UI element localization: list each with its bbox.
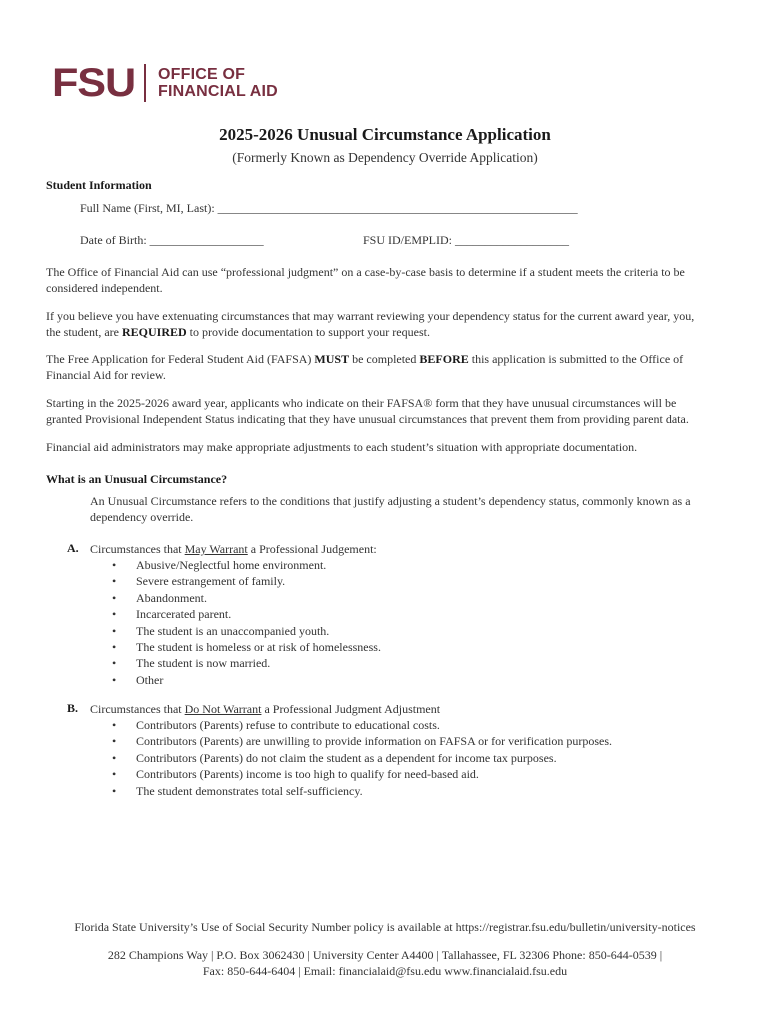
list-item-text: Severe estrangement of family. xyxy=(136,574,286,589)
bullet-icon: • xyxy=(112,574,117,589)
logo-line-1: OFFICE OF xyxy=(158,66,246,83)
bullet-icon: • xyxy=(112,750,117,765)
list-item-text: The student is homeless or at risk of homelessness. xyxy=(136,640,381,655)
list-item xyxy=(110,623,381,639)
list-item xyxy=(110,783,612,799)
student-info-heading: Student Information xyxy=(46,178,152,192)
section-a-heading xyxy=(90,541,377,557)
page-subtitle: (Formerly Known as Dependency Override Application) xyxy=(232,150,538,165)
list-item xyxy=(110,590,381,606)
footer-address-line-2: Fax: 850-644-6404 | Email: financialaid@fsu.edu www.financialaid.fsu.edu xyxy=(202,964,568,978)
list-item xyxy=(110,733,612,749)
list-item xyxy=(110,639,381,655)
bullet-icon: • xyxy=(112,656,117,671)
logo-divider xyxy=(144,64,146,102)
p3-text-b: be completed xyxy=(349,352,420,366)
list-item-text: Other xyxy=(136,672,164,687)
list-item xyxy=(110,766,612,782)
paragraph-required-documentation xyxy=(46,308,706,340)
footer-ssn-policy: Florida State University’s Use of Social Security Number policy is available at https://registrar.fsu.edu/bulletin/university-notices xyxy=(74,920,696,934)
p3-must: MUST xyxy=(314,352,350,366)
bullet-icon: • xyxy=(112,590,117,605)
page-title: 2025-2026 Unusual Circumstance Application xyxy=(219,125,551,144)
section-b-letter: B. xyxy=(67,701,79,715)
fsu-logo-mark: FSU xyxy=(52,61,136,105)
list-item xyxy=(110,750,612,766)
p3-text-c: this application is submitted to the Office of Financial Aid for review. xyxy=(46,352,684,382)
section-a-letter: A. xyxy=(67,541,79,555)
list-item xyxy=(110,672,381,688)
section-a-underlined: May Warrant xyxy=(184,542,248,556)
paragraph-adjustments: Financial aid administrators may make appropriate adjustments to each student’s situation with appropriate documentation. xyxy=(46,440,638,454)
unusual-circumstance-intro: An Unusual Circumstance refers to the conditions that justify adjusting a student’s dependency status, commonly known as a dependency override. xyxy=(90,494,691,524)
list-item-text: The student is now married. xyxy=(136,656,271,671)
bullet-icon: • xyxy=(112,734,117,749)
bullet-icon: • xyxy=(112,558,117,572)
section-a-list xyxy=(110,557,381,688)
list-item xyxy=(110,557,381,573)
list-item-text: Incarcerated parent. xyxy=(136,607,232,622)
list-item xyxy=(110,655,381,671)
bullet-icon: • xyxy=(112,623,117,638)
list-item-text: The student demonstrates total self-sufficiency. xyxy=(136,783,363,798)
p2-required: REQUIRED xyxy=(121,325,187,339)
list-item xyxy=(110,573,381,589)
p3-before: BEFORE xyxy=(419,352,469,366)
section-b-heading xyxy=(90,701,440,717)
paragraph-professional-judgment: The Office of Financial Aid can use “professional judgment” on a case-by-case basis to determine if a student meets the criteria to be considered independent. xyxy=(46,265,685,295)
section-b-suffix: a Professional Judgment Adjustment xyxy=(261,702,441,716)
list-item-text: Contributors (Parents) income is too high to qualify for need-based aid. xyxy=(136,767,479,782)
bullet-icon: • xyxy=(112,767,117,782)
section-a-suffix: a Professional Judgement: xyxy=(247,542,377,556)
bullet-icon: • xyxy=(112,672,117,687)
p2-text-a: If you believe you have extenuating circumstances that may warrant reviewing your dependency status for the current award year, you, the student, are xyxy=(46,309,695,339)
bullet-icon: • xyxy=(112,640,117,655)
section-a-prefix: Circumstances that xyxy=(90,542,185,556)
footer-address-line-1: 282 Champions Way | P.O. Box 3062430 | University Center A4400 | Tallahassee, FL 32306 Phone: 850-644-0539 | xyxy=(107,948,663,962)
paragraph-fafsa-requirement xyxy=(46,351,706,383)
section-b-list xyxy=(110,717,612,799)
logo-office-text xyxy=(158,66,278,100)
p2-text-b: to provide documentation to support your request. xyxy=(186,325,430,339)
fsu-financial-aid-logo xyxy=(52,61,278,105)
dob-field[interactable]: Date of Birth: ___________________ xyxy=(80,233,264,247)
list-item-text: Contributors (Parents) do not claim the student as a dependent for income tax purposes. xyxy=(136,750,557,765)
list-item-text: Contributors (Parents) are unwilling to provide information on FAFSA or for verification purposes. xyxy=(136,734,613,749)
bullet-icon: • xyxy=(112,607,117,622)
list-item xyxy=(110,717,612,733)
p3-text-a: The Free Application for Federal Student Aid (FAFSA) xyxy=(46,352,315,366)
list-item-text: Abusive/Neglectful home environment. xyxy=(136,558,327,572)
list-item xyxy=(110,606,381,622)
fsu-id-field[interactable]: FSU ID/EMPLID: ___________________ xyxy=(363,233,570,247)
paragraph-provisional-status: Starting in the 2025-2026 award year, applicants who indicate on their FAFSA® form that they have unusual circumstances will be granted Provisional Independent Status indicating that they have unusual circumstances that prevent them from providing parent data. xyxy=(46,396,689,426)
section-b-underlined: Do Not Warrant xyxy=(184,702,262,716)
bullet-icon: • xyxy=(112,718,117,732)
list-item-text: The student is an unaccompanied youth. xyxy=(136,623,330,638)
full-name-field[interactable]: Full Name (First, MI, Last): ____________________________________________________________ xyxy=(80,201,578,215)
logo-line-2: FINANCIAL AID xyxy=(158,83,278,100)
list-item-text: Abandonment. xyxy=(136,590,207,605)
bullet-icon: • xyxy=(112,783,117,798)
list-item-text: Contributors (Parents) refuse to contribute to educational costs. xyxy=(136,718,440,732)
unusual-circumstance-heading: What is an Unusual Circumstance? xyxy=(46,472,228,486)
section-b-prefix: Circumstances that xyxy=(90,702,185,716)
